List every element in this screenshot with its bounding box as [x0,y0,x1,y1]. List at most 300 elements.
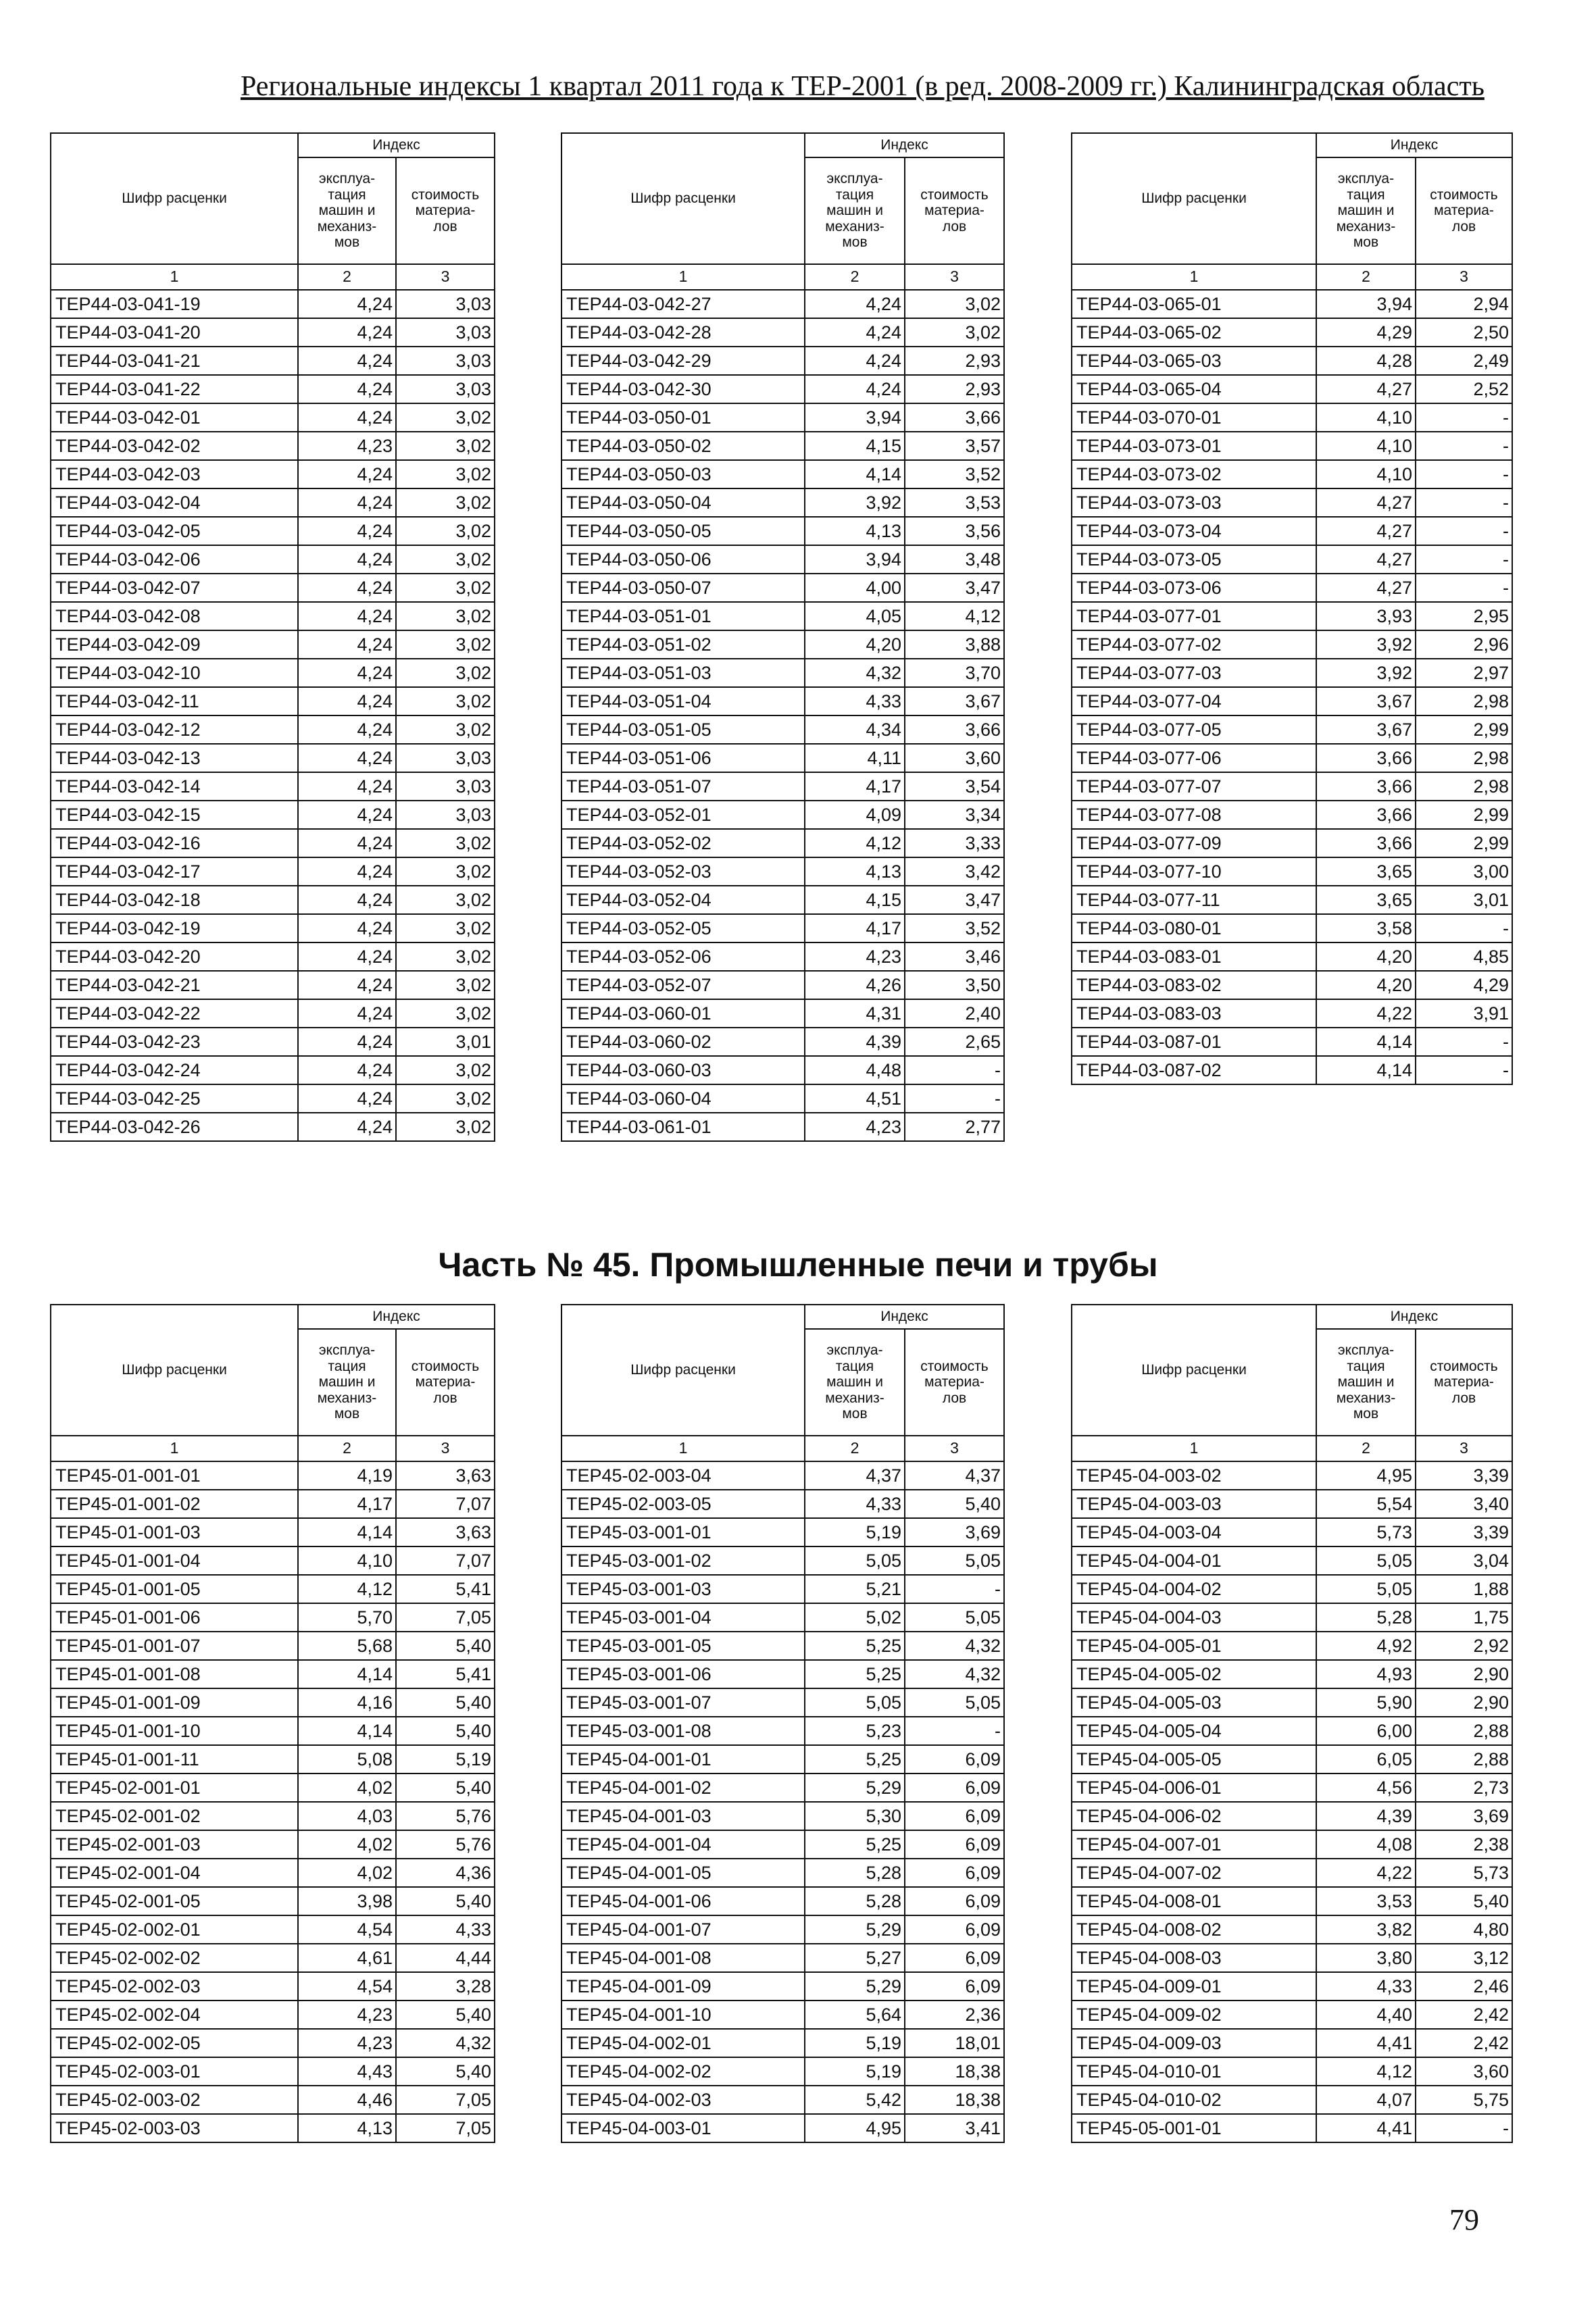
machines-index: 4,95 [805,2114,905,2142]
materials-index: 2,96 [1416,630,1512,659]
rate-code: ТЕР44-03-073-03 [1072,488,1316,517]
rate-code: ТЕР44-03-077-02 [1072,630,1316,659]
header-index: Индекс [1316,1305,1512,1329]
materials-index: 6,09 [905,1802,1004,1830]
header-machines: эксплуа- тация машин и механиз- мов [1316,1329,1416,1436]
materials-index: 3,02 [396,432,495,460]
rate-code: ТЕР45-01-001-08 [51,1660,298,1688]
rate-code: ТЕР45-02-001-04 [51,1859,298,1887]
rate-code: ТЕР45-04-006-01 [1072,1774,1316,1802]
rate-code: ТЕР45-02-002-02 [51,1944,298,1972]
rate-code: ТЕР44-03-070-01 [1072,403,1316,432]
machines-index: 4,39 [1316,1802,1416,1830]
table-row [51,432,495,460]
machines-index: 4,13 [298,2114,396,2142]
rate-code: ТЕР45-03-001-04 [562,1603,805,1632]
materials-index: 5,41 [396,1660,495,1688]
rate-code: ТЕР44-03-042-12 [51,715,298,744]
table-row [1072,1546,1512,1575]
machines-index: 4,26 [805,971,905,999]
machines-index: 4,46 [298,2086,396,2114]
materials-index: 2,98 [1416,772,1512,801]
header-col-number: 3 [1416,1436,1512,1461]
header-materials: стоимость материа- лов [1416,1329,1512,1436]
materials-index: 2,99 [1416,801,1512,829]
rate-code: ТЕР45-02-003-03 [51,2114,298,2142]
table-row [51,1461,495,1490]
rate-code: ТЕР44-03-050-05 [562,517,805,545]
machines-index: 5,64 [805,2001,905,2029]
machines-index: 4,24 [298,772,396,801]
rate-code: ТЕР45-02-003-01 [51,2057,298,2086]
header-materials: стоимость материа- лов [396,1329,495,1436]
rate-code: ТЕР44-03-042-17 [51,857,298,886]
rate-code: ТЕР44-03-042-14 [51,772,298,801]
materials-index: 6,09 [905,1745,1004,1774]
rate-code: ТЕР45-01-001-06 [51,1603,298,1632]
materials-index: - [1416,1056,1512,1084]
rate-code: ТЕР44-03-051-04 [562,687,805,715]
materials-index: 5,05 [905,1603,1004,1632]
machines-index: 4,15 [805,432,905,460]
materials-index: 2,73 [1416,1774,1512,1802]
rate-code: ТЕР44-03-077-07 [1072,772,1316,801]
materials-index: 18,38 [905,2057,1004,2086]
rate-code: ТЕР44-03-042-29 [562,347,805,375]
machines-index: 4,28 [1316,347,1416,375]
materials-index: - [1416,545,1512,574]
table-row [1072,290,1512,318]
machines-index: 4,24 [298,630,396,659]
table-row [562,1028,1004,1056]
machines-index: 5,05 [805,1688,905,1717]
materials-index: 3,03 [396,318,495,347]
machines-index: 4,24 [298,914,396,942]
machines-index: 4,13 [805,517,905,545]
machines-index: 5,21 [805,1575,905,1603]
rate-code: ТЕР44-03-073-05 [1072,545,1316,574]
materials-index: 3,41 [905,2114,1004,2142]
materials-index: - [905,1575,1004,1603]
table-row [1072,1717,1512,1745]
rate-code: ТЕР44-03-042-20 [51,942,298,971]
rate-code: ТЕР44-03-060-03 [562,1056,805,1084]
rate-code: ТЕР44-03-042-11 [51,687,298,715]
materials-index: 18,38 [905,2086,1004,2114]
table-row [562,1859,1004,1887]
rate-code: ТЕР44-03-051-06 [562,744,805,772]
rate-code: ТЕР45-04-001-08 [562,1944,805,1972]
machines-index: 4,17 [805,914,905,942]
rate-code: ТЕР45-01-001-10 [51,1717,298,1745]
rate-code: ТЕР44-03-073-01 [1072,432,1316,460]
machines-index: 4,20 [1316,942,1416,971]
table-row [1072,801,1512,829]
table-row [51,290,495,318]
rate-code: ТЕР44-03-083-03 [1072,999,1316,1028]
table-row [1072,1859,1512,1887]
header-col-number: 2 [1316,264,1416,290]
rate-code: ТЕР44-03-087-01 [1072,1028,1316,1056]
table-row [51,1802,495,1830]
materials-index: 3,33 [905,829,1004,857]
materials-index: 3,63 [396,1518,495,1546]
rate-code: ТЕР44-03-042-19 [51,914,298,942]
rate-code: ТЕР44-03-060-04 [562,1084,805,1113]
rate-code: ТЕР45-04-002-02 [562,2057,805,2086]
machines-index: 4,56 [1316,1774,1416,1802]
materials-index: 2,36 [905,2001,1004,2029]
header-col-number: 3 [396,1436,495,1461]
rate-code: ТЕР45-02-003-02 [51,2086,298,2114]
table-row [562,1972,1004,2001]
materials-index: - [1416,574,1512,602]
header-col-number: 2 [805,264,905,290]
table-row [1072,1603,1512,1632]
machines-index: 4,24 [298,971,396,999]
table-row [51,2057,495,2086]
machines-index: 3,65 [1316,857,1416,886]
rate-code: ТЕР44-03-077-10 [1072,857,1316,886]
table-row [562,1887,1004,1915]
table-row [1072,1830,1512,1859]
page-title: Региональные индексы 1 квартал 2011 года к ТЕР-2001 (в ред. 2008-2009 гг.) Калининградская область [241,71,1485,102]
materials-index: 3,02 [396,687,495,715]
materials-index: 2,93 [905,375,1004,403]
table-row [51,1745,495,1774]
table-row [1072,1887,1512,1915]
table-row [51,829,495,857]
rate-code: ТЕР45-05-001-01 [1072,2114,1316,2142]
rate-code: ТЕР45-04-003-03 [1072,1490,1316,1518]
rate-code: ТЕР45-04-007-01 [1072,1830,1316,1859]
materials-index: 5,40 [396,1887,495,1915]
table-row [51,347,495,375]
materials-index: 2,98 [1416,744,1512,772]
rate-code: ТЕР44-03-060-02 [562,1028,805,1056]
table-row [1072,2057,1512,2086]
materials-index: 3,02 [396,545,495,574]
machines-index: 4,24 [298,318,396,347]
materials-index: 3,67 [905,687,1004,715]
header-index: Индекс [1316,133,1512,157]
rate-code: ТЕР44-03-042-04 [51,488,298,517]
machines-index: 4,17 [298,1490,396,1518]
header-materials: стоимость материа- лов [905,157,1004,264]
machines-index: 4,24 [298,488,396,517]
table-row [51,488,495,517]
rate-code: ТЕР44-03-042-24 [51,1056,298,1084]
rate-code: ТЕР44-03-050-01 [562,403,805,432]
rate-code: ТЕР45-02-001-05 [51,1887,298,1915]
materials-index: 2,52 [1416,375,1512,403]
machines-index: 3,67 [1316,715,1416,744]
rate-code: ТЕР44-03-052-05 [562,914,805,942]
rate-code: ТЕР44-03-052-06 [562,942,805,971]
machines-index: 5,27 [805,1944,905,1972]
table-row [562,886,1004,914]
rate-code: ТЕР45-04-010-02 [1072,2086,1316,2114]
rate-code: ТЕР44-03-051-03 [562,659,805,687]
machines-index: 4,23 [298,2029,396,2057]
machines-index: 4,22 [1316,1859,1416,1887]
header-code: Шифр расценки [51,133,298,264]
machines-index: 4,39 [805,1028,905,1056]
rate-code: ТЕР44-03-042-08 [51,602,298,630]
materials-index: 2,50 [1416,318,1512,347]
table-row [51,772,495,801]
rate-code: ТЕР45-04-004-03 [1072,1603,1316,1632]
table-row [562,488,1004,517]
index-table [561,132,1005,1142]
machines-index: 4,12 [1316,2057,1416,2086]
materials-index: 2,42 [1416,2001,1512,2029]
materials-index: 5,40 [396,2001,495,2029]
machines-index: 5,29 [805,1915,905,1944]
materials-index: 3,34 [905,801,1004,829]
rate-code: ТЕР45-02-002-01 [51,1915,298,1944]
rate-code: ТЕР44-03-042-15 [51,801,298,829]
table-row [1072,659,1512,687]
materials-index: 4,29 [1416,971,1512,999]
header-col-number: 1 [51,264,298,290]
rate-code: ТЕР45-01-001-04 [51,1546,298,1575]
table-row [1072,971,1512,999]
materials-index: 5,40 [396,2057,495,2086]
header-index: Индекс [298,133,495,157]
materials-index: 3,02 [396,1084,495,1113]
table-row [51,630,495,659]
table-row [562,942,1004,971]
machines-index: 4,24 [298,1056,396,1084]
machines-index: 5,73 [1316,1518,1416,1546]
machines-index: 3,92 [805,488,905,517]
rate-code: ТЕР45-03-001-06 [562,1660,805,1688]
materials-index: 7,05 [396,2086,495,2114]
machines-index: 4,24 [298,857,396,886]
table-row [562,602,1004,630]
header-col-number: 2 [298,264,396,290]
header-col-number: 2 [805,1436,905,1461]
table-row [51,857,495,886]
machines-index: 3,82 [1316,1915,1416,1944]
table-row [562,971,1004,999]
header-machines: эксплуа- тация машин и механиз- мов [298,1329,396,1436]
rate-code: ТЕР44-03-042-30 [562,375,805,403]
materials-index: 3,02 [396,1056,495,1084]
table-row [562,772,1004,801]
table-row [51,1084,495,1113]
materials-index: 4,80 [1416,1915,1512,1944]
machines-index: 6,00 [1316,1717,1416,1745]
header-col-number: 1 [1072,1436,1316,1461]
machines-index: 5,25 [805,1745,905,1774]
machines-index: 4,24 [298,1028,396,1056]
header-col-number: 1 [51,1436,298,1461]
materials-index: 4,44 [396,1944,495,1972]
rate-code: ТЕР44-03-041-19 [51,290,298,318]
rate-code: ТЕР45-04-001-10 [562,2001,805,2029]
rate-code: ТЕР45-03-001-01 [562,1518,805,1546]
materials-index: 3,01 [1416,886,1512,914]
rate-code: ТЕР45-04-005-03 [1072,1688,1316,1717]
machines-index: 5,19 [805,2029,905,2057]
table-row [562,1915,1004,1944]
rate-code: ТЕР45-04-004-01 [1072,1546,1316,1575]
machines-index: 4,24 [298,574,396,602]
materials-index: 3,02 [396,602,495,630]
rate-code: ТЕР44-03-051-07 [562,772,805,801]
rate-code: ТЕР45-02-002-04 [51,2001,298,2029]
rate-code: ТЕР44-03-080-01 [1072,914,1316,942]
materials-index: 5,40 [905,1490,1004,1518]
materials-index: 18,01 [905,2029,1004,2057]
table-row [562,829,1004,857]
table-row [51,971,495,999]
table-row [51,715,495,744]
materials-index: 2,98 [1416,687,1512,715]
machines-index: 4,20 [805,630,905,659]
table-row [1072,375,1512,403]
rate-code: ТЕР45-04-005-02 [1072,1660,1316,1688]
table-row [1072,1490,1512,1518]
table-row [51,1518,495,1546]
machines-index: 5,42 [805,2086,905,2114]
table-row [51,2114,495,2142]
header-index: Индекс [805,133,1004,157]
rate-code: ТЕР45-03-001-03 [562,1575,805,1603]
materials-index: 3,69 [905,1518,1004,1546]
machines-index: 5,02 [805,1603,905,1632]
table-row [51,1972,495,2001]
machines-index: 4,10 [1316,460,1416,488]
table-row [562,1802,1004,1830]
rate-code: ТЕР44-03-042-13 [51,744,298,772]
rate-code: ТЕР44-03-042-07 [51,574,298,602]
table-row [1072,1632,1512,1660]
table-row [51,744,495,772]
header-col-number: 2 [298,1436,396,1461]
materials-index: 1,75 [1416,1603,1512,1632]
rate-code: ТЕР44-03-042-09 [51,630,298,659]
rate-code: ТЕР44-03-077-01 [1072,602,1316,630]
table-row [562,857,1004,886]
machines-index: 4,24 [298,942,396,971]
materials-index: 3,03 [396,347,495,375]
table-row [1072,1518,1512,1546]
table-row [562,1603,1004,1632]
machines-index: 4,10 [1316,432,1416,460]
materials-index: 5,41 [396,1575,495,1603]
materials-index: 3,03 [396,290,495,318]
materials-index: 4,33 [396,1915,495,1944]
machines-index: 4,51 [805,1084,905,1113]
materials-index: - [1416,2114,1512,2142]
machines-index: 4,17 [805,772,905,801]
rate-code: ТЕР44-03-083-01 [1072,942,1316,971]
rate-code: ТЕР45-04-001-06 [562,1887,805,1915]
machines-index: 4,32 [805,659,905,687]
table-row [562,290,1004,318]
materials-index: 7,07 [396,1490,495,1518]
rate-code: ТЕР45-01-001-05 [51,1575,298,1603]
table-row [562,744,1004,772]
table-row [562,1660,1004,1688]
machines-index: 4,03 [298,1802,396,1830]
machines-index: 3,67 [1316,687,1416,715]
rate-code: ТЕР44-03-052-07 [562,971,805,999]
table-row [51,914,495,942]
table-row [562,630,1004,659]
machines-index: 5,28 [1316,1603,1416,1632]
machines-index: 4,24 [298,744,396,772]
table-row [1072,460,1512,488]
materials-index: 4,12 [905,602,1004,630]
materials-index: 2,95 [1416,602,1512,630]
machines-index: 4,05 [805,602,905,630]
machines-index: 4,23 [805,1113,905,1141]
rate-code: ТЕР45-04-003-04 [1072,1518,1316,1546]
materials-index: 3,66 [905,403,1004,432]
table-row [51,2086,495,2114]
rate-code: ТЕР45-01-001-09 [51,1688,298,1717]
rate-code: ТЕР44-03-077-04 [1072,687,1316,715]
machines-index: 3,58 [1316,914,1416,942]
machines-index: 4,15 [805,886,905,914]
materials-index: 5,40 [396,1774,495,1802]
machines-index: 3,66 [1316,829,1416,857]
table-row [1072,744,1512,772]
materials-index: 4,32 [905,1660,1004,1688]
machines-index: 4,93 [1316,1660,1416,1688]
table-row [562,2029,1004,2057]
materials-index: 3,54 [905,772,1004,801]
materials-index: 7,05 [396,1603,495,1632]
header-machines: эксплуа- тация машин и механиз- мов [1316,157,1416,264]
machines-index: 4,24 [805,375,905,403]
rate-code: ТЕР44-03-042-28 [562,318,805,347]
rate-code: ТЕР44-03-073-04 [1072,517,1316,545]
materials-index: 2,38 [1416,1830,1512,1859]
materials-index: - [905,1056,1004,1084]
table-row [51,460,495,488]
machines-index: 4,41 [1316,2114,1416,2142]
materials-index: 2,88 [1416,1745,1512,1774]
materials-index: 3,50 [905,971,1004,999]
materials-index: - [1416,1028,1512,1056]
machines-index: 6,05 [1316,1745,1416,1774]
table-row [1072,715,1512,744]
index-table [561,1304,1005,2143]
materials-index: 6,09 [905,1859,1004,1887]
rate-code: ТЕР45-04-010-01 [1072,2057,1316,2086]
machines-index: 3,98 [298,1887,396,1915]
rate-code: ТЕР45-04-007-02 [1072,1859,1316,1887]
machines-index: 4,02 [298,1830,396,1859]
table-row [1072,857,1512,886]
machines-index: 4,24 [298,375,396,403]
table-row [1072,1575,1512,1603]
materials-index: 3,52 [905,460,1004,488]
rate-code: ТЕР44-03-087-02 [1072,1056,1316,1084]
materials-index: 3,01 [396,1028,495,1056]
rate-code: ТЕР44-03-077-03 [1072,659,1316,687]
rate-code: ТЕР45-04-005-04 [1072,1717,1316,1745]
machines-index: 5,05 [1316,1546,1416,1575]
rate-code: ТЕР45-03-001-02 [562,1546,805,1575]
rate-code: ТЕР45-04-001-07 [562,1915,805,1944]
materials-index: 3,46 [905,942,1004,971]
